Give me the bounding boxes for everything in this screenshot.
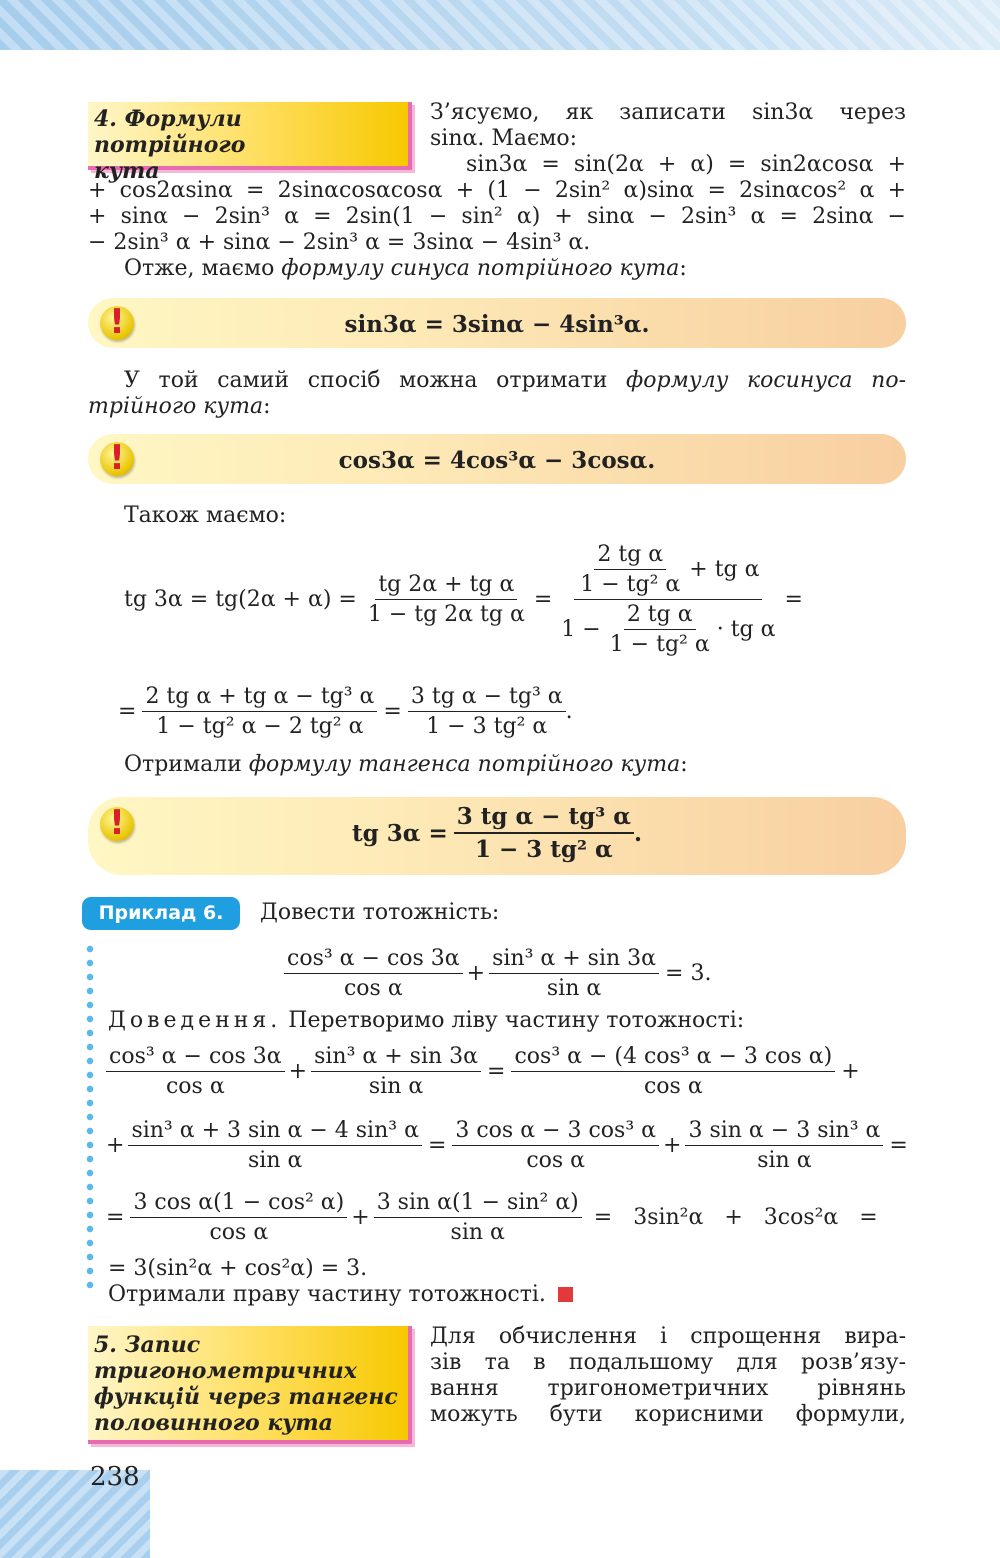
denominator: sin α	[757, 1147, 812, 1173]
numerator: cos³ α − cos 3α	[284, 946, 463, 974]
plus-sign: +	[106, 1132, 125, 1158]
plus-sign: +	[841, 1058, 860, 1084]
fraction	[284, 946, 463, 1001]
fraction	[452, 1118, 659, 1173]
proof-rest: Перетворимо ліву частину тотожності:	[281, 1008, 745, 1033]
numerator: 3 tg α − tg³ α	[454, 803, 634, 834]
section-heading-5-line1: 5. Запис	[94, 1332, 201, 1358]
denominator: 1 − 3 tg² α	[426, 713, 548, 739]
numerator: 3 sin α − 3 sin³ α	[685, 1118, 883, 1146]
inner-fraction	[607, 602, 713, 657]
sine-lead-colon: :	[679, 256, 687, 281]
complex-fraction	[558, 542, 778, 657]
example-badge: Приклад 6.	[82, 897, 240, 930]
tan-lead-colon: :	[680, 752, 688, 777]
numerator: 2 tg α	[594, 542, 666, 570]
denominator: cos α	[209, 1219, 269, 1245]
numerator: cos³ α − (4 cos³ α − 3 cos α)	[511, 1044, 835, 1072]
fraction	[685, 1118, 883, 1173]
sine-lead	[124, 256, 687, 282]
tan-formula-callout	[88, 797, 906, 875]
fraction	[365, 572, 528, 627]
dotted-margin-line	[86, 942, 94, 1292]
sine-formula-callout	[88, 298, 906, 348]
equals-sign: =	[889, 1132, 908, 1158]
proof-row-1	[106, 1038, 866, 1104]
proof-row-3	[106, 1184, 878, 1250]
tan-lead-text: Отримали	[124, 752, 249, 777]
equals-sign: =	[784, 586, 803, 612]
tan-formula-lhs: tg 3α =	[352, 819, 448, 847]
cos-triple-formula: cos3α = 4cos³α − 3cosα.	[338, 447, 656, 474]
tan-lhs: tg 3α = tg(2α + α) =	[124, 586, 357, 612]
numerator: cos³ α − cos 3α	[106, 1044, 285, 1072]
denominator: sin α	[450, 1219, 505, 1245]
period: .	[633, 819, 642, 847]
denominator	[558, 600, 778, 657]
intro-line-1: З’ясуємо, як записати sin3α через	[430, 100, 906, 125]
cos-lead-line-1	[124, 368, 906, 394]
denominator: 1 − tg² α − 2 tg² α	[156, 713, 364, 739]
section-heading-4-line1: 4. Формули потрійного	[94, 106, 246, 158]
numerator: 3 cos α(1 − cos² α)	[130, 1190, 347, 1218]
example-task: Довести тотожність:	[260, 900, 500, 925]
identity-rhs: = 3.	[665, 960, 712, 986]
fraction	[489, 946, 659, 1001]
denominator: 1 − tg² α	[580, 571, 681, 597]
fraction	[128, 1118, 422, 1173]
equals-sign: =	[427, 1132, 447, 1158]
dot-tg: · tg α	[716, 616, 776, 642]
numerator: sin³ α + sin 3α	[311, 1044, 481, 1072]
derivation-line-4: − 2sin³ α + sinα − 2sin³ α = 3sinα − 4sin³ α.	[88, 230, 591, 255]
denominator: cos α	[643, 1073, 703, 1099]
end-of-proof-square-icon	[558, 1287, 573, 1302]
fraction	[106, 1044, 285, 1099]
numerator: 3 tg α − tg³ α	[408, 684, 566, 712]
fraction	[130, 1190, 347, 1245]
equals-sign: =	[487, 1058, 506, 1084]
plus-tg: + tg α	[689, 556, 760, 582]
derivation-line-3: + sinα − 2sin³ α = 2sin(1 − sin² α) + sinα − 2sin³ α = 2sinα −	[88, 204, 906, 229]
tan-triple-formula	[88, 803, 906, 863]
proof-row-3-rhs: = 3sin²α + 3cos²α =	[593, 1204, 878, 1230]
fraction	[454, 803, 634, 863]
tan-derivation-row-1	[124, 532, 809, 666]
also-text: Також маємо:	[124, 503, 287, 528]
denominator: cos α	[343, 975, 403, 1001]
section-heading-5	[88, 1326, 412, 1444]
sine-lead-italic: формулу синуса потрійного кута	[281, 256, 680, 281]
proof-intro	[108, 1008, 744, 1034]
plus-sign: +	[663, 1132, 682, 1158]
derivation-line-1: sin3α = sin(2α + α) = sin2αcosα +	[466, 152, 906, 177]
denominator: 1 − tg 2α tg α	[367, 601, 525, 627]
denominator: 1 − tg² α	[609, 631, 710, 657]
fraction	[311, 1044, 481, 1099]
derivation-line-2: + cos2αsinα = 2sinαcosαcosα + (1 − 2sin² α)sinα = 2sinαcos² α +	[88, 178, 906, 203]
identity-statement	[284, 940, 711, 1006]
numerator: sin³ α + sin 3α	[489, 946, 659, 974]
section-heading-4	[88, 102, 412, 184]
equals-sign: =	[533, 586, 553, 612]
denominator: sin α	[546, 975, 602, 1001]
sine-lead-text: Отже, маємо	[124, 256, 282, 281]
period: .	[565, 698, 573, 724]
fraction	[374, 1190, 582, 1245]
section-heading-5-line4: половинного кута	[94, 1410, 333, 1436]
proof-row-2	[106, 1112, 914, 1178]
proof-conclusion	[108, 1282, 573, 1308]
numerator	[574, 542, 762, 600]
inner-fraction	[577, 542, 683, 597]
denominator: cos α	[165, 1073, 225, 1099]
numerator: tg 2α + tg α	[375, 572, 517, 600]
proof-word: Доведення.	[108, 1008, 282, 1033]
cos-lead-text: У той самий спосіб можна отримати	[124, 368, 627, 393]
conclusion-text: Отримали праву частину тотожності.	[108, 1282, 546, 1307]
denominator: cos α	[526, 1147, 586, 1173]
cos-lead-italic-1: формулу косинуса по-	[626, 368, 907, 393]
numerator: 3 sin α(1 − sin² α)	[374, 1190, 582, 1218]
page-number: 238	[90, 1462, 140, 1492]
denominator: sin α	[368, 1073, 424, 1099]
equals-sign: =	[383, 698, 402, 724]
section5-body-line-3: вання тригонометричних рівнянь	[430, 1376, 906, 1401]
section5-body-line-2: зів та в подальшому для розв’язу-	[430, 1350, 906, 1375]
one-minus: 1 −	[561, 616, 601, 642]
section-heading-5-line2: тригонометричних	[94, 1358, 357, 1384]
section5-body-line-4: можуть бути корисними формули,	[430, 1402, 906, 1427]
plus-sign: +	[466, 960, 486, 986]
decorative-top-band	[0, 0, 1000, 50]
equals-sign: =	[118, 698, 137, 724]
fraction	[408, 684, 566, 739]
denominator: sin α	[248, 1147, 303, 1173]
tan-lead	[124, 752, 688, 778]
cos-lead-colon: :	[263, 394, 271, 419]
denominator: 1 − 3 tg² α	[474, 836, 613, 863]
numerator: 3 cos α − 3 cos³ α	[452, 1118, 659, 1146]
plus-sign: +	[351, 1204, 370, 1230]
plus-sign: +	[288, 1058, 308, 1084]
tan-lead-italic: формулу тангенса потрійного кута	[248, 752, 681, 777]
fraction	[142, 684, 377, 739]
intro-line-2: sinα. Маємо:	[430, 126, 578, 151]
numerator: sin³ α + 3 sin α − 4 sin³ α	[128, 1118, 422, 1146]
section-heading-4-line2: кута	[94, 158, 160, 184]
cos-lead-line-2	[88, 394, 271, 420]
cos-formula-callout	[88, 434, 906, 484]
sine-triple-formula: sin3α = 3sinα − 4sin³α.	[344, 311, 650, 338]
numerator: 2 tg α	[624, 602, 696, 630]
cos-lead-italic-2: трійного кута	[88, 394, 264, 419]
equals-sign: =	[106, 1204, 125, 1230]
section-heading-5-line3: функцій через тангенс	[94, 1384, 398, 1410]
section5-body-line-1: Для обчислення і спрощення вира-	[430, 1324, 906, 1349]
numerator: 2 tg α + tg α − tg³ α	[142, 684, 377, 712]
proof-row-4: = 3(sin²α + cos²α) = 3.	[108, 1256, 368, 1281]
tan-derivation-row-2	[118, 676, 573, 746]
fraction	[511, 1044, 835, 1099]
